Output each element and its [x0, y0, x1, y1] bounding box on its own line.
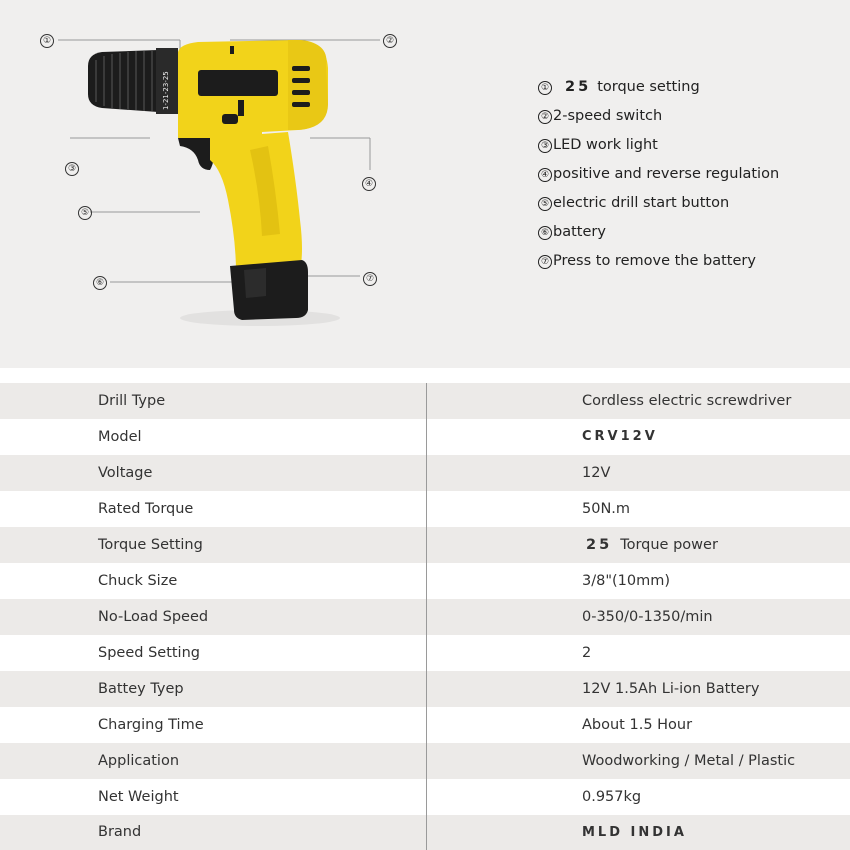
legend-item: ⑦ Press to remove the battery: [538, 250, 779, 279]
spec-row-net-weight: Net Weight 0.957kg: [0, 779, 850, 815]
spec-row-voltage: Voltage 12V: [0, 455, 850, 491]
specification-table: [0, 383, 850, 850]
callout-6: ⑥: [93, 274, 108, 290]
callout-7: ⑦: [363, 270, 378, 286]
spec-row-rated-torque: Rated Torque 50N.m: [0, 491, 850, 527]
legend-item: ⑥ battery: [538, 221, 779, 250]
legend-item: ④ positive and reverse regulation: [538, 163, 779, 192]
spec-row-brand: Brand MLD INDIA: [0, 815, 850, 850]
legend-item: ① 25 torque setting: [538, 76, 779, 105]
legend-item: ③ LED work light: [538, 134, 779, 163]
callout-4: ④: [362, 175, 377, 191]
spec-row-model: Model CRV12V: [0, 419, 850, 455]
table-column-divider: [426, 383, 427, 850]
feature-legend: [538, 76, 779, 279]
spec-row-application: Application Woodworking / Metal / Plastic: [0, 743, 850, 779]
chuck-marking: 1-21-23-25: [162, 71, 170, 110]
drill-body: [178, 40, 328, 320]
callout-2: ②: [383, 32, 398, 48]
callout-1: ①: [40, 32, 55, 48]
spec-row-battery-type: Battey Tyep 12V 1.5Ah Li-ion Battery: [0, 671, 850, 707]
product-diagram-panel: [0, 0, 850, 368]
callout-3: ③: [65, 160, 80, 176]
spec-row-speed-setting: Speed Setting 2: [0, 635, 850, 671]
legend-item: ⑤ electric drill start button: [538, 192, 779, 221]
spec-row-charging-time: Charging Time About 1.5 Hour: [0, 707, 850, 743]
spec-row-drill-type: Drill Type Cordless electric screwdriver: [0, 383, 850, 419]
chuck: [88, 48, 178, 114]
callout-5: ⑤: [78, 204, 93, 220]
spec-row-no-load-speed: No-Load Speed 0-350/0-1350/min: [0, 599, 850, 635]
spec-row-chuck-size: Chuck Size 3/8"(10mm): [0, 563, 850, 599]
spec-row-torque-setting: Torque Setting 25 Torque power: [0, 527, 850, 563]
legend-item: ② 2-speed switch: [538, 105, 779, 134]
